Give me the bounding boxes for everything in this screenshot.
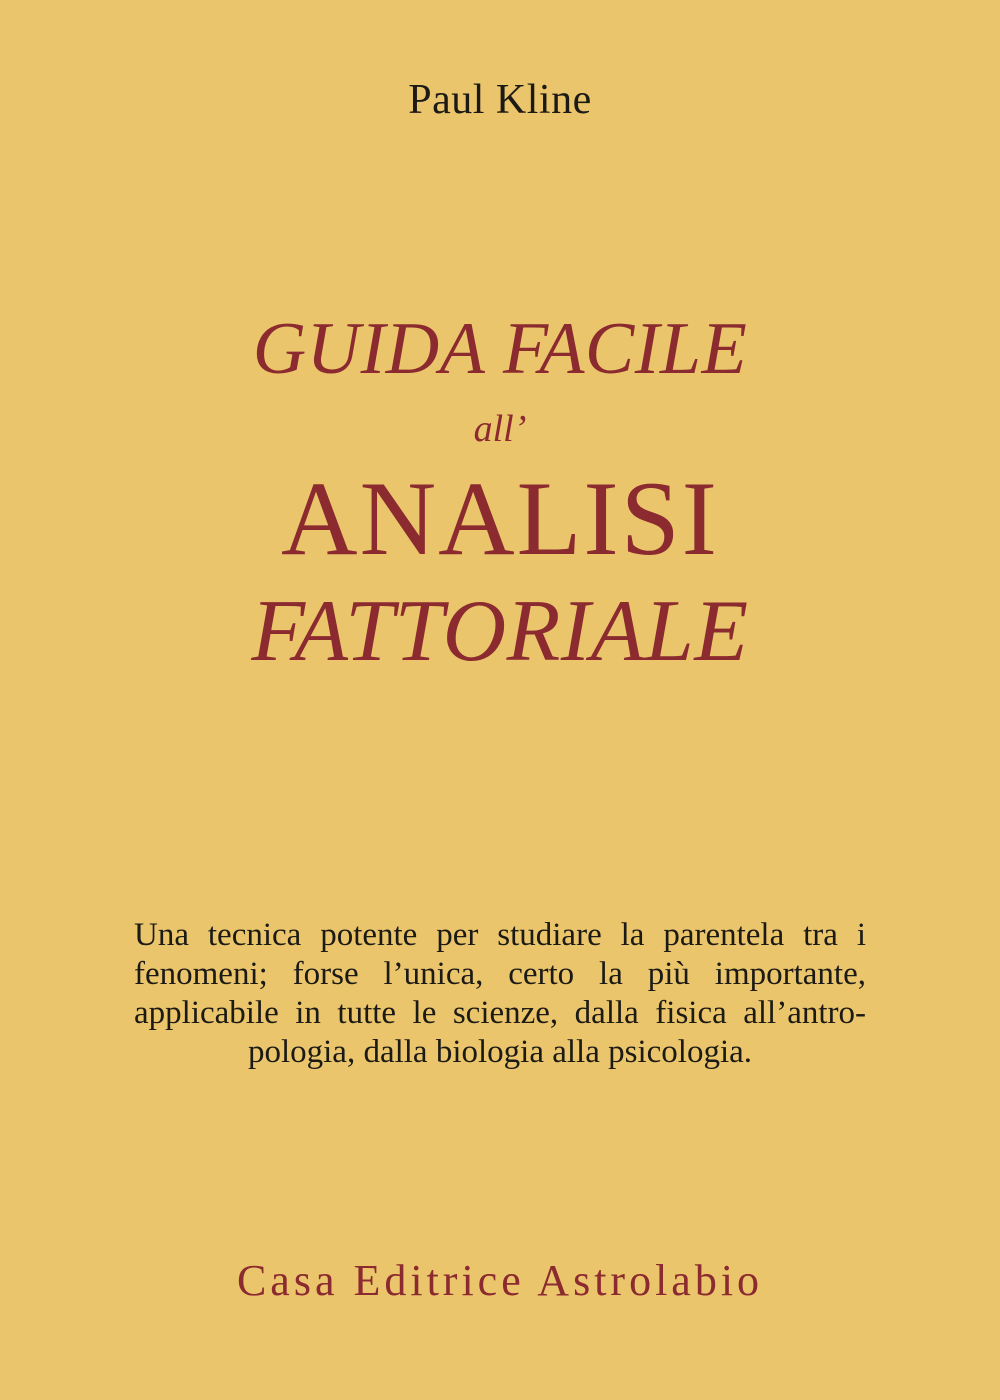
title-line-analisi: ANALISI <box>281 460 719 577</box>
title-line-guida-facile: GUIDA FACILE <box>252 308 748 390</box>
blurb-line-4: pologia, dalla biologia alla psicologia. <box>247 1034 753 1070</box>
publisher-name: Casa Editrice Astrolabio <box>236 1256 764 1305</box>
title-line-all: all’ <box>473 408 527 450</box>
author-name: Paul Kline <box>408 77 592 123</box>
blurb-line-1: Una tecnica potente per studiare la parentela tra i <box>134 917 866 953</box>
cover-blurb <box>134 916 866 1072</box>
title-line-fattoriale: FATTORIALE <box>251 583 749 680</box>
blurb-line-2: fenomeni; forse l’unica, certo la più importante, <box>134 956 866 992</box>
blurb-line-3: applicabile in tutte le scienze, dalla fisica all’antro- <box>134 995 866 1031</box>
